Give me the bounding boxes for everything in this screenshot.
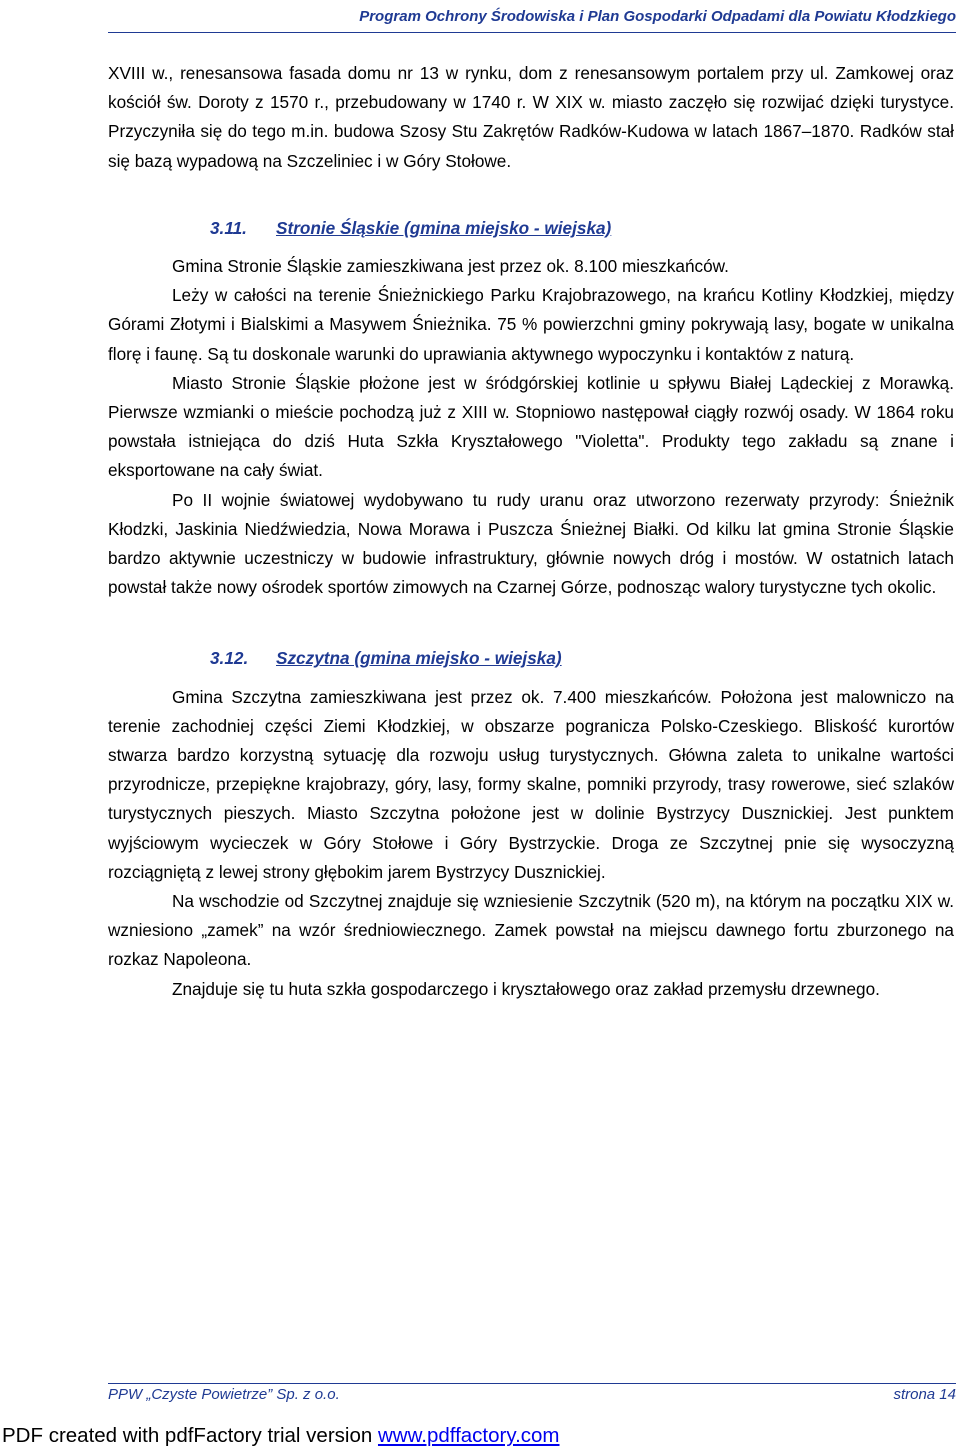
section-number: 3.12. (210, 648, 249, 669)
intro-paragraph: XVIII w., renesansowa fasada domu nr 13 w rynku, dom z renesansowym portalem przy ul. Zamkowej oraz kościół św. Doroty z 1570 r., przebudowany w 1740 r. W XIX w. miasto zaczęło się rozwijać dzięki turystyce. Przyczyniła się do tego m.in. budowa Szosy Stu Zakrętów Radków-Kudowa w latach 1867–1870. Radków stał się bazą wypadową na Szczeliniec i w Góry Stołowe. (108, 63, 954, 171)
paragraph: Miasto Stronie Śląskie płożone jest w śródgórskiej kotlinie u spływu Białej Lądeckiej z Morawką. Pierwsze wzmianki o mieście pochodzą już z XIII w. Stopniowo następował ciągły rozwój osady. W 1864 roku powstała istniejąca do dziś Huta Szkła Kryształowego "Violetta". Produkty tego zakładu są znane i eksportowane na cały świat. (108, 372, 954, 481)
paragraph: Na wschodzie od Szczytnej znajduje się wzniesienie Szczytnik (520 m), na którym na początku XIX w. wzniesiono „zamek” na wzór średniowiecznego. Zamek powstał na miejscu dawnego fortu zburzonego na rozkaz Napoleona. (108, 891, 954, 970)
section-number: 3.11. (210, 217, 247, 238)
section-title: Szczytna (gmina miejsko - wiejska) (276, 648, 562, 669)
pdf-trial-banner (2, 1424, 560, 1448)
pdffactory-link[interactable]: www.pdffactory.com (377, 1424, 560, 1447)
paragraph: Leży w całości na terenie Śnieżnickiego Parku Krajobrazowego, na krańcu Kotliny Kłodzkiej, między Górami Złotymi i Bialskimi a Masywem Śnieżnika. 75 % powierzchni gminy pokrywają lasy, bogate w unikalna florę i faunę. Są tu doskonale warunki do uprawiania aktywnego wypoczynku i kontaktów z naturą. (108, 285, 954, 364)
header-title: Program Ochrony Środowiska i Plan Gospodarki Odpadami dla Powiatu Kłodzkiego (359, 8, 956, 25)
section-heading-3-12 (108, 644, 954, 673)
page-header (108, 4, 956, 33)
section-heading-3-11 (108, 214, 954, 243)
page-footer (108, 1383, 956, 1408)
footer-company: PPW „Czyste Powietrze” Sp. z o.o. (108, 1386, 340, 1403)
paragraph: Gmina Szczytna zamieszkiwana jest przez ok. 7.400 mieszkańców. Położona jest malowniczo na terenie zachodniej części Ziemi Kłodzkiej, w obszarze pogranicza Polsko-Czeskiego. Bliskość kurortów stwarza bardzo korzystną sytuację dla rozwoju usług turystycznych. Główna zaleta to unikalne wartości przyrodnicze, przepiękne krajobrazy, góry, lasy, formy skalne, pomniki przyrody, trasy rowerowe, sieć szlaków turystycznych pieszych. Miasto Szczytna położone jest w dolinie Bystrzycy Dusznickiej. Jest punktem wyjściowym wycieczek w Góry Stołowe i Góry Bystrzyckie. Droga ze Szczytnej pnie się wysoczyzną rozciągniętą z lewej strony głębokim jarem Bystrzycy Dusznickiej. (108, 686, 954, 882)
paragraph: Znajduje się tu huta szkła gospodarczego i kryształowego oraz zakład przemysłu drzewnego. (172, 978, 880, 999)
document-body (108, 59, 954, 1004)
paragraph: Gmina Stronie Śląskie zamieszkiwana jest przez ok. 8.100 mieszkańców. (172, 256, 729, 277)
paragraph: Po II wojnie światowej wydobywano tu rudy uranu oraz utworzono rezerwaty przyrody: Śnieżnik Kłodzki, Jaskinia Niedźwiedzia, Nowa Morawa i Puszcza Śnieżnej Białki. Od kilku lat gmina Stronie Śląskie bardzo aktywnie uczestniczy w budowie infrastruktury, głównie nowych dróg i mostów. W ostatnich latach powstał także nowy ośrodek sportów zimowych na Czarnej Górze, podnosząc walory turystyczne tych okolic. (108, 489, 954, 598)
section-title: Stronie Śląskie (gmina miejsko - wiejska) (276, 217, 612, 238)
pdf-banner-text: PDF created with pdfFactory trial version (2, 1424, 378, 1447)
page-number: strona 14 (893, 1386, 956, 1403)
